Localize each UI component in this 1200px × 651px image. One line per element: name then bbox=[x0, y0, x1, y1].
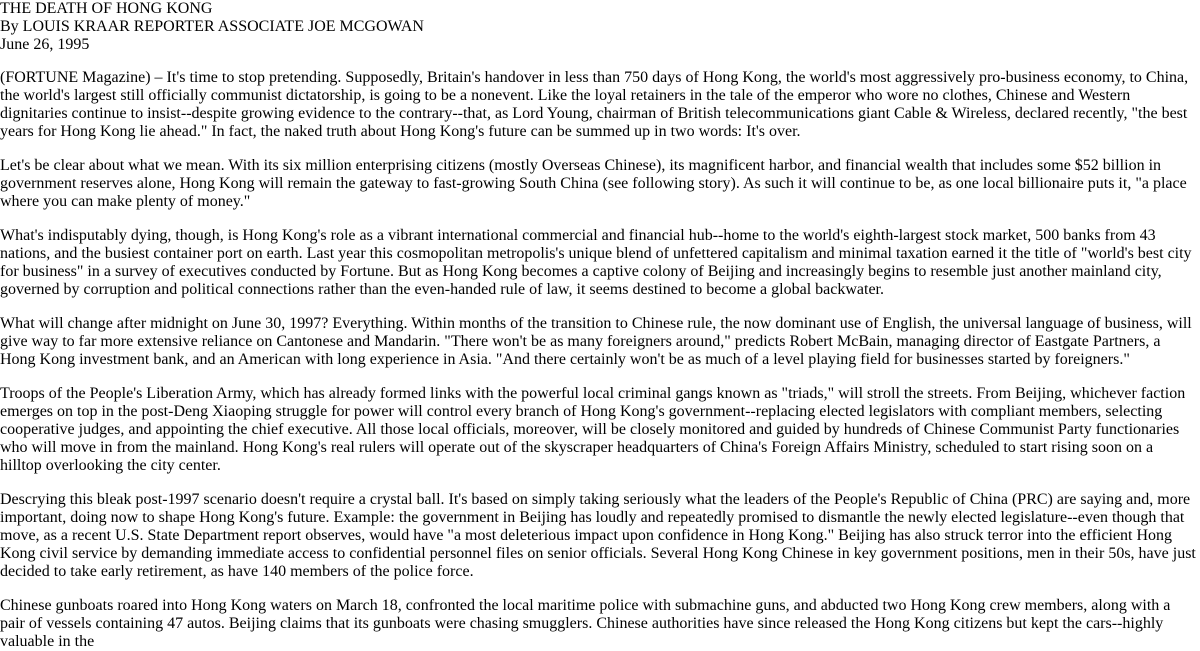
article-paragraph: Let's be clear about what we mean. With its six million enterprising citizens (mostly Overseas Chinese), its magnificent harbor, and financial wealth that includes some $52 billion in government reserves alone, Hong Kong will remain the gateway to fast-growing South China (see following story). As such it will continue to be, as one local billionaire puts it, "a place where you can make plenty of money." bbox=[0, 157, 1187, 210]
article-byline: By LOUIS KRAAR REPORTER ASSOCIATE JOE MCGOWAN bbox=[0, 18, 424, 35]
article-header bbox=[0, 0, 1198, 54]
article-body bbox=[0, 69, 1198, 651]
article-date: June 26, 1995 bbox=[0, 36, 90, 53]
article-paragraph: Chinese gunboats roared into Hong Kong waters on March 18, confronted the local maritime police with submachine guns, and abducted two Hong Kong crew members, along with a pair of vessels containing 47 autos. Beijing claims that its gunboats were chasing smugglers. Chinese authorities have since released the Hong Kong citizens but kept the cars--highly valuable in the bbox=[0, 597, 1171, 650]
article-paragraph: What will change after midnight on June 30, 1997? Everything. Within months of the transition to Chinese rule, the now dominant use of English, the universal language of business, will give way to far more extensive reliance on Cantonese and Mandarin. "There won't be as many foreigners around," predicts Robert McBain, managing director of Eastgate Partners, a Hong Kong investment bank, and an American with long experience in Asia. "And there certainly won't be as much of a level playing field for businesses started by foreigners." bbox=[0, 315, 1192, 368]
article-paragraph: (FORTUNE Magazine) – It's time to stop pretending. Supposedly, Britain's handover in less than 750 days of Hong Kong, the world's most aggressively pro-business economy, to China, the world's largest still officially communist dictatorship, is going to be a nonevent. Like the loyal retainers in the tale of the emperor who wore no clothes, Chinese and Western dignitaries continue to insist--despite growing evidence to the contrary--that, as Lord Young, chairman of British telecommunications giant Cable & Wireless, declared recently, "the best years for Hong Kong lie ahead." In fact, the naked truth about Hong Kong's future can be summed up in two words: It's over. bbox=[0, 69, 1189, 140]
article-title: THE DEATH OF HONG KONG bbox=[0, 0, 213, 17]
article-paragraph: Troops of the People's Liberation Army, which has already formed links with the powerful local criminal gangs known as "triads," will stroll the streets. From Beijing, whichever faction emerges on top in the post-Deng Xiaoping struggle for power will control every branch of Hong Kong's government--replacing elected legislators with compliant members, selecting cooperative judges, and appointing the chief executive. All those local officials, moreover, will be closely monitored and guided by hundreds of Chinese Communist Party functionaries who will move in from the mainland. Hong Kong's real rulers will operate out of the skyscraper headquarters of China's Foreign Affairs Ministry, scheduled to start rising soon on a hilltop overlooking the city center. bbox=[0, 385, 1186, 474]
article-paragraph: What's indisputably dying, though, is Hong Kong's role as a vibrant international commercial and financial hub--home to the world's eighth-largest stock market, 500 banks from 43 nations, and the busiest container port on earth. Last year this cosmopolitan metropolis's unique blend of unfettered capitalism and minimal taxation earned it the title of "world's best city for business" in a survey of executives conducted by Fortune. But as Hong Kong becomes a captive colony of Beijing and increasingly begins to resemble just another mainland city, governed by corruption and political connections rather than the even-handed rule of law, it seems destined to become a global backwater. bbox=[0, 227, 1192, 298]
article-paragraph: Descrying this bleak post-1997 scenario doesn't require a crystal ball. It's based on simply taking seriously what the leaders of the People's Republic of China (PRC) are saying and, more important, doing now to shape Hong Kong's future. Example: the government in Beijing has loudly and repeatedly promised to dismantle the newly elected legislature--even though that move, as a recent U.S. State Department report observes, would have "a most deleterious impact upon confidence in Hong Kong." Beijing has also struck terror into the efficient Hong Kong civil service by demanding immediate access to confidential personnel files on senior officials. Several Hong Kong Chinese in key government positions, men in their 50s, have just decided to take early retirement, as have 140 members of the police force. bbox=[0, 491, 1196, 580]
